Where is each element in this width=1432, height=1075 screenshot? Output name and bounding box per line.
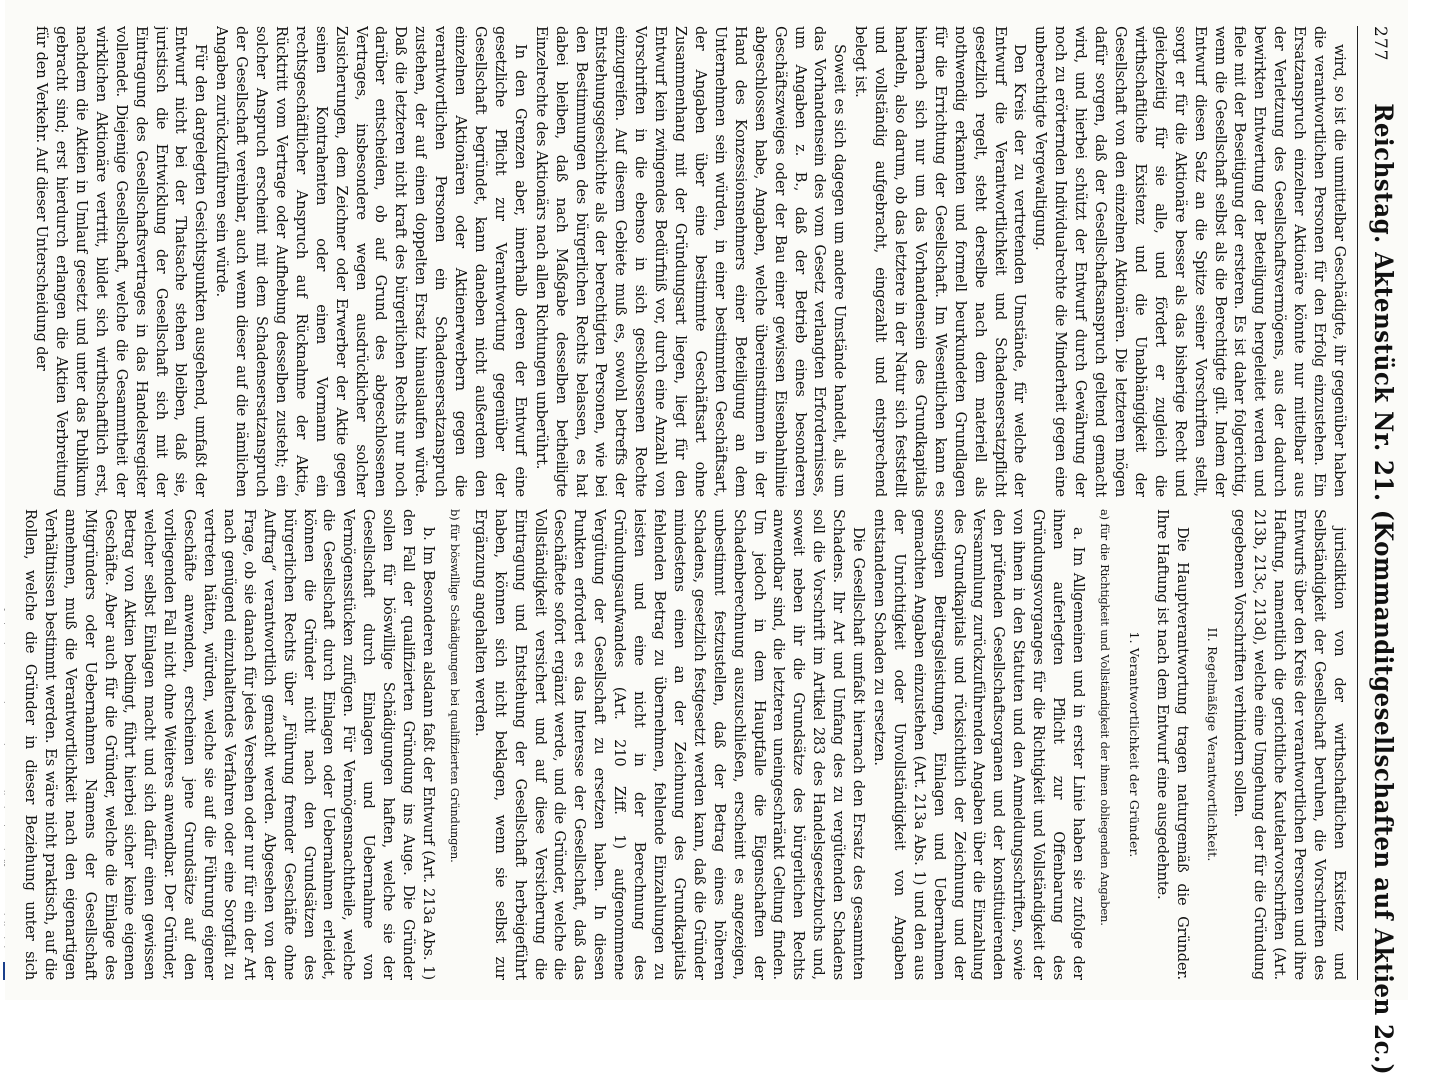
paragraph: Die Gesellschaft umfaßt hiernach den Ersatz des gesammten Schadens. Ihr Art und Umfang des zu vergütenden Schadens soll die Vorschrift im Artikel 283 des Handelsgesetzbuchs und, soweit neben ihr die Grundsätze des bürgerlichen Rechts anwendbar sind, die letzteren uneingeschränkt Geltung finden. Um jedoch in dem Hauptfalle die Eigenschaften der Schadenberechnung auszuschließen, erscheint es angezeigen, unbestimmt festzustellen, daß der Betrag eines höheren Schadens, gesetzlich festgesetzt werden kann, daß die Gründer mindestens einen an der Zeichnung des Grundkapitals fehlenden Betrag zu übernehmen, fehlende Einzahlungen zu leisten und eine nicht in der Berechnung des Gründungsaufwandes (Art. 210 Ziff. 1) aufgenommene Vergütung der Gesellschaft zu ersetzen haben. In diesen Punkten erfordert es das Interesse der Gesellschaft, daß das Geschäftete sofort ergänzt werde, und die Gründer, welche die Vollständigkeit versichert und auf diese Versicherung die Eintragung und Entstehung der Gesellschaft herbeigeführt haben, können sich nicht beklagen, wenn sie selbst zur Ergänzung angehalten werden. (471, 509, 868, 980)
paragraph: In den Grenzen aber, innerhalb deren der Entwurf eine gesetzliche Pflicht zur Verantwortung gegenüber der Gesellschaft begründet, kann daneben nicht außerdem den einzelnen Aktionären oder Aktienerwerbern gegen die verantwortlichen Personen ein Schadensersatzanspruch zustehen, der auf einen doppelten Ersatz hinauslaufen würde. Daß die letzteren nicht kraft des bürgerlichen Rechts nur noch darüber entscheiden, ob auf Grund des abgeschlossenen Vertrages, insbesondere wegen ausdrücklicher solcher Zusicherungen, dem Zeichner oder Erwerber der Aktie gegen seinen Kontrahenten oder einen Vormann ein rechtsgeschäftlicher Anspruch auf Rücknahme der Aktie, Rücktritt vom Vertrage oder Aufhebung desselben zusteht; ein solcher Anspruch erscheint mit dem Schadensersatzanspruch der Gesellschaft vereinbar, auch wenn dieser auf die nämlichen Angaben zurückzuführen sein würde. (213, 26, 529, 497)
column-right (21, 26, 1349, 497)
paragraph: a. Im Allgemeinen und in erster Linie haben sie zufolge der ihnen auferlegten Pflicht zur Offenbarung des Gründungsvorganges für die Richtigkeit und Vollständigkeit der von ihnen in den Statuten und den Anmeldungsschriften, sowie den prüfenden Gesellschaftsorganen und der konstituierenden Versammlung zurückzuführenden Angaben über die Einzahlung des Grundkapitals und rücksichtlich der Zeichnung und der sonstigen Beitragsleistungen, Einlagen und Uebernahmen gemachten Angaben einzustehen (Art. 213a Abs. 1) und den aus der Unrichtigkeit oder Unvollständigkeit von Angaben entstandenen Schaden zu ersetzen. (870, 509, 1088, 980)
section-heading-ii: II. Regelmäßige Verantwortlichkeit. (1204, 627, 1220, 862)
column-left (21, 509, 1349, 980)
running-head: Reichstag. Aktenstück Nr. 21. (Kommanditgesellschaften auf Aktien 2c.) (1369, 103, 1398, 1075)
paragraph: Soweit es sich dagegen um andere Umstände handelt, als um das Vorhandensein des vom Gesetz verlangten Erfordernisses, um Angaben z. B., daß der Betrieb eines besonderen Geschäftszweiges oder der Bau einer gewissen Eisenbahnlinie abgeschlossen habe, Angaben, welche übereinstimmen in der Hand des Konzessionsnehmers einer Beteiligung an dem Unternehmen sein würden, in einer bestimmten Geschäftsart, der Angaben über eine bestimmte Geschäftsart ohne Zusammenhang mit der Gründungsart liegen, liegt für den Entwurf kein zwingendes Bedürfniß vor, durch eine Anzahl von Vorschriften in die ebenso in sich geschlossenen Rechte einzugreifen. Auf diesem Gebiete muß es, sowohl betreffs der Entstehungsgeschichte als der berechtigten Personen, wie bei den Bestimmungen des bürgerlichen Rechts belassen, es hat dabei bleiben, daß nach Maßgabe desselben betheiligte Einzelrechte des Aktionärs nach allen Richtungen unberührt. (532, 26, 849, 497)
subheading-b: b) für böswillige Schädigungen bei qualifizierten Gründungen. (447, 509, 462, 863)
paragraph: Die Hauptverantwortung tragen naturgemäß die Gründer. Ihre Haftung ist nach dem Entwurf eine ausgedehnte. (1153, 509, 1191, 980)
page-number: 277 (1370, 26, 1390, 62)
paragraph: jurisdiktion von der wirthschaftlichen Existenz und Selbständigkeit der Gesellschaft beruhen, die Vorschriften des Entwurfs über den Kreis der verantwortlichen Personen und ihre Haftung, namentlich die gerichtliche Kautelarvorschriften (Art. 213b, 213c, 213d), welche eine Umgehung der für die Gründung gegebenen Vorschriften verhindern sollen. (1231, 509, 1348, 980)
paragraph: wird, so ist die unmittelbar Geschädigte, ihr gegenüber haben die verantwortlichen Personen für den Erfolg einzustehen. Ein Ersatzanspruch einzelner Aktionäre könnte nur mittelbar aus der Verletzung des Gesellschaftsvermögens, aus der dadurch bewirkten Entwertung der Beteiligung hergeleitet werden und fiele mit der Beseitigung der ersteren. Es ist daher folgerichtig, wenn die Gesellschaft selbst als die Berechtigte gilt. Indem der Entwurf diesen Satz an die Spitze seiner Vorschriften stellt, sorgt er für die Aktionäre besser als das bisherige Recht und gleichzeitig für sie alle, und fördert er zugleich die wirthschaftliche Existenz und die Unabhängigkeit der Gesellschaft von den einzelnen Aktionären. Die letzteren mögen dafür sorgen, daß der Gesellschaftsanspruch geltend gemacht wird, und hierbei schützt der Entwurf durch Gewährung der noch zu erörternden Individualrechte die Minderheit gegen eine unberechtigte Vergewaltigung. (1032, 26, 1348, 497)
section-heading-1: 1. Verantwortlichkeit der Gründer. (1126, 631, 1142, 858)
paragraph: Den Kreis der zu vertretenden Umstände, für welche der Entwurf die Verantwortlichkeit und Schadensersatzpflicht gesetzlich regelt, steht derselbe nach dem materiell als nothwendig erkannten und formell beurkundeten Grundlagen für die Errichtung der Gesellschaft. Im Wesentlichen kann es hiernach sich nur um das Vorhandensein des Grundkapitals handeln, also darum, ob das letztere in der Natur sich feststellt und vollständig aufgebracht, eingezahlt und entsprechend belegt ist. (852, 26, 1029, 497)
page-header (1357, 26, 1398, 1075)
text-columns (21, 26, 1357, 980)
rotated-page-content (5, 0, 1408, 1075)
subheading-a: a) für die Richtigkeit und Vollständigkeit der ihnen obliegenden Angaben. (1097, 509, 1112, 926)
scanned-page (5, 0, 1408, 1075)
paragraph: b. Im Besonderen alsdann faßt der Entwurf (Art. 213a Abs. 1) den Fall der qualifizierten Gründung ins Auge. Die Gründer sollen für böswillige Schädigungen haften, welche sie der Gesellschaft durch Einlagen und Uebernahme von Vermögensstücken zufügen. Für Vermögensnachtheile, welche die Gesellschaft durch Einlagen oder Uebernahmen erleidet, können die Gründer nicht nach den Grundsätzen des bürgerlichen Rechts über „Führung fremder Geschäfte ohne Auftrag“ verantwortlich gemacht werden. Abgesehen von der Frage, ob sie danach für jedes Versehen oder nur für ein der Art nach genügend einzuhaltendes Verfahren oder eine Sorgfalt zu vertreten hätten, würden, welche sie auf die Führung eigener Geschäfte anwenden, erscheinen jene Grundsätze auf den vorliegenden Fall nicht ohne Weiteres anwendbar. Der Gründer, welcher selbst Einlagen macht und sich dafür einen gewissen Betrag von Aktien bedingt, führt hierbei sicher keine eigenen Geschäfte. Aber auch für die Gründer, welche die Einlage des Mitgründers oder Uebernahmen Namens der Gesellschaft annehmen, muß die Verantwortlichkeit nach den eigenartigen Verhältnissen bestimmt werden. Es wäre nicht praktisch, auf die Rollen, welche die Gründer in dieser Beziehung unter sich (21, 509, 438, 980)
paragraph: Für den dargelegten Gesichtspunkten ausgehend, umfaßt der Entwurf nicht bei der Thatsache stehen bleiben, daß sie, juristisch die Entwicklung der Gesellschaft sich mit der Eintragung des Gesellschaftsvertrages in das Handelsregister vollendet. Diejenige Gesellschaft, welche die Gesammtheit der wirklichen Aktionäre vertritt, bildet sich wirthschaftlich erst, nachdem die Aktien in Umlauf gesetzt und unter das Publikum gebracht sind; erst hierdurch erlangen die Aktien Verbreitung für den Verkehr. Auf dieser Unterscheidung der (33, 26, 210, 497)
